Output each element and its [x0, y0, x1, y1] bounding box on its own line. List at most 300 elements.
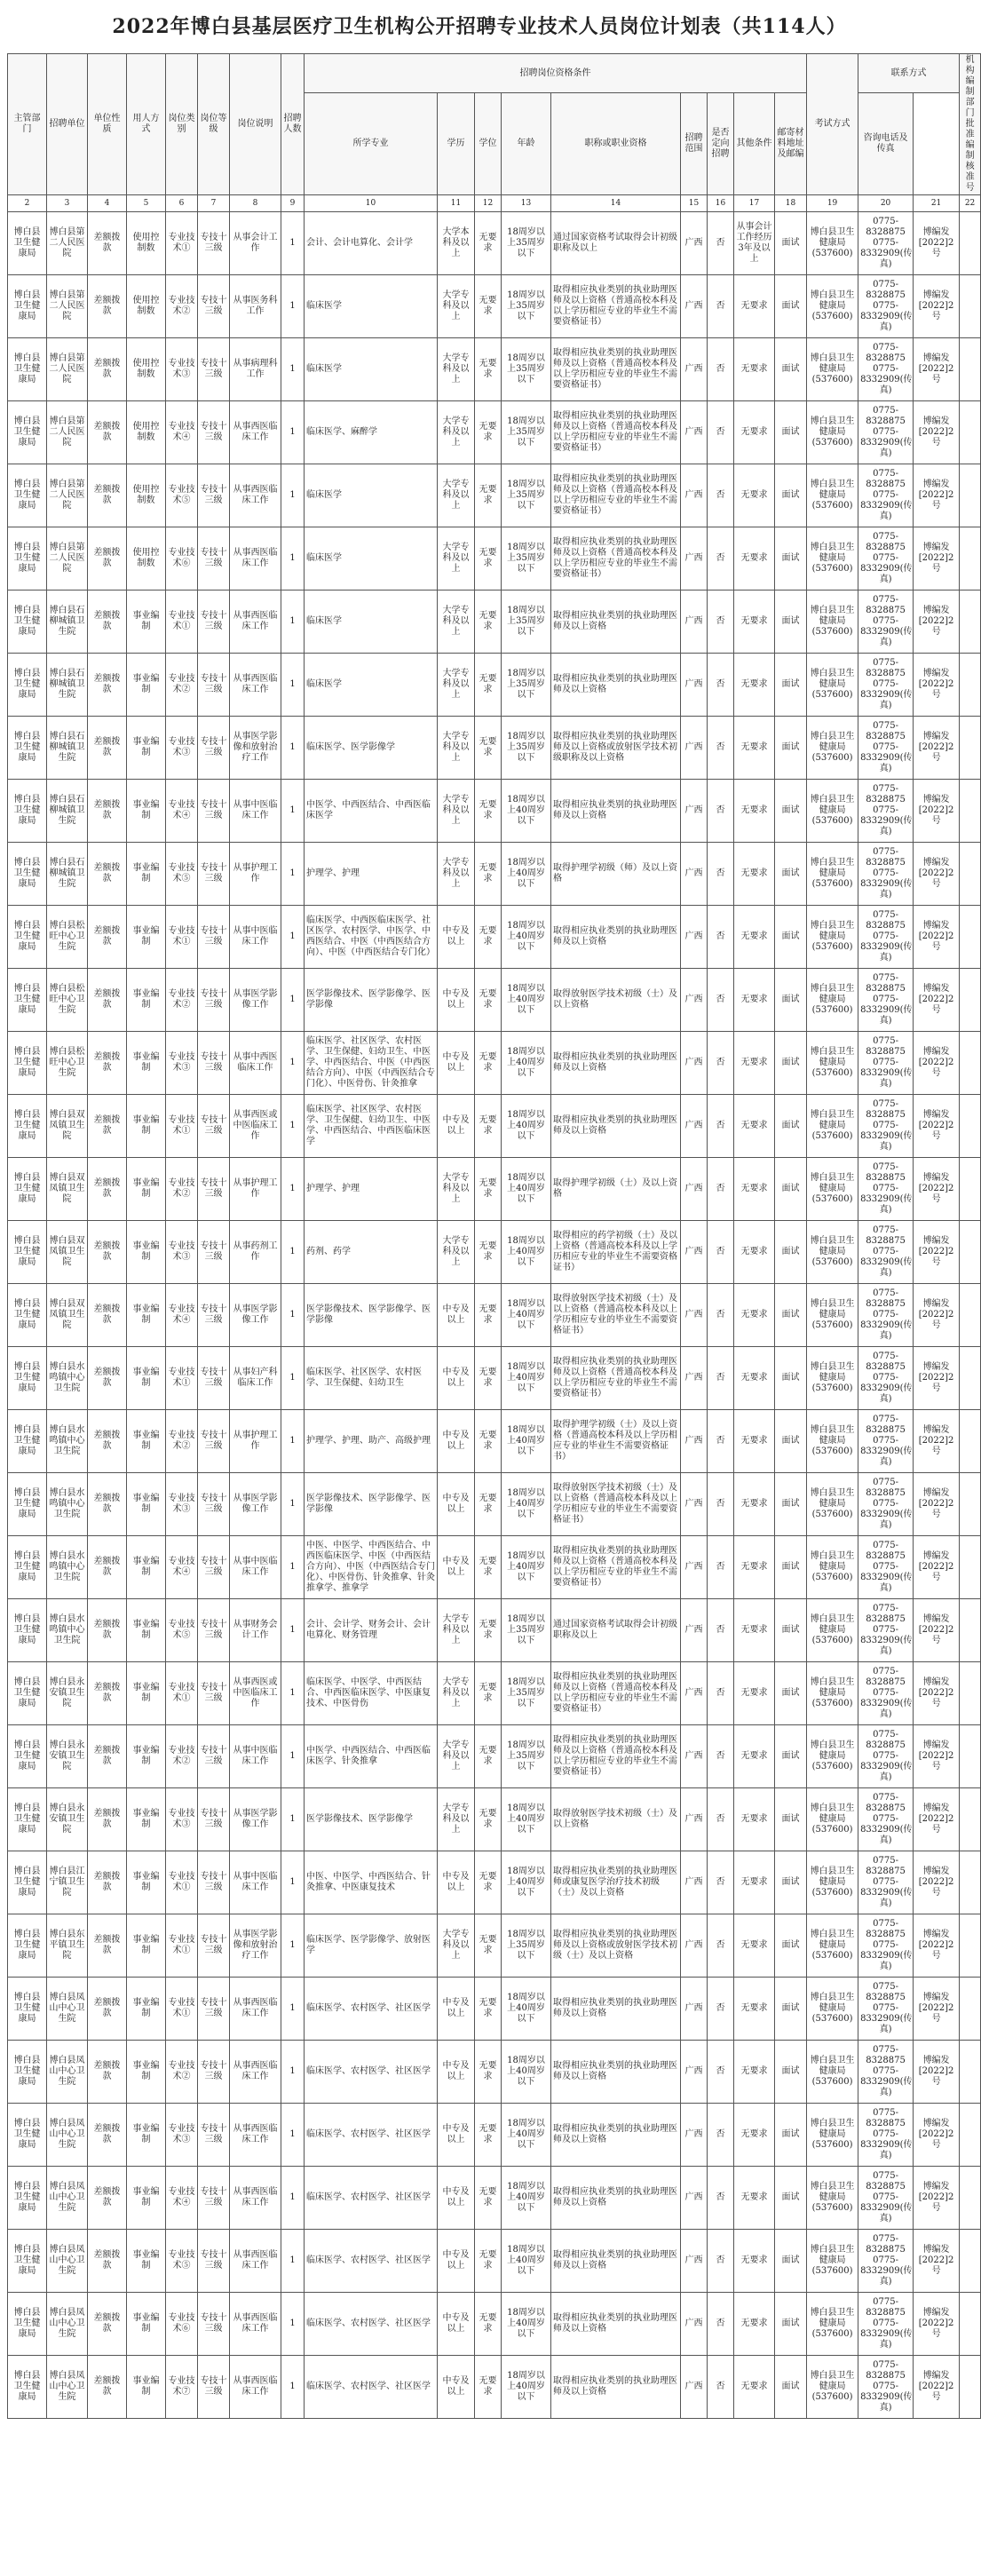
column-number: 12 — [475, 195, 502, 212]
cell-phone: 0775-8328875 0775-8332909(传真) — [858, 401, 914, 464]
cell-exam-method: 面试 — [775, 1284, 807, 1347]
cell-targeted: 否 — [708, 1788, 734, 1851]
cell-other: 无要求 — [734, 1851, 775, 1914]
cell-mailing-address: 博白县卫生健康局(537600) — [807, 338, 858, 401]
cell-post-description: 从事医学影像工作 — [230, 1788, 281, 1851]
column-number-row — [8, 195, 981, 212]
cell-remarks — [960, 2041, 981, 2104]
cell-targeted: 否 — [708, 2356, 734, 2419]
cell-unit-nature: 差额拨款 — [88, 1788, 127, 1851]
cell-employment: 事业编制 — [127, 1725, 166, 1788]
cell-unit-nature: 差额拨款 — [88, 1158, 127, 1221]
cell-employment: 事业编制 — [127, 780, 166, 843]
cell-age: 18周岁以上40周岁以下 — [502, 2293, 551, 2356]
cell-department: 博白县卫生健康局 — [8, 2167, 47, 2230]
cell-department: 博白县卫生健康局 — [8, 1284, 47, 1347]
cell-scope: 广西 — [681, 1914, 708, 1978]
cell-unit: 博白县石柳城镇卫生院 — [47, 843, 88, 906]
cell-degree: 无要求 — [475, 780, 502, 843]
cell-headcount: 1 — [281, 2104, 305, 2167]
cell-headcount: 1 — [281, 906, 305, 969]
cell-education: 中专及以上 — [438, 969, 475, 1032]
cell-post-description: 从事中西医临床工作 — [230, 1032, 281, 1095]
cell-exam-method: 面试 — [775, 1221, 807, 1284]
cell-major: 临床医学、农村医学、社区医学 — [305, 1978, 438, 2041]
cell-department: 博白县卫生健康局 — [8, 212, 47, 275]
cell-exam-method: 面试 — [775, 1410, 807, 1473]
cell-age: 18周岁以上35周岁以下 — [502, 717, 551, 780]
cell-headcount: 1 — [281, 1347, 305, 1410]
cell-mailing-address: 博白县卫生健康局(537600) — [807, 1032, 858, 1095]
cell-targeted: 否 — [708, 2041, 734, 2104]
cell-approval-number: 博编发[2022]2号 — [914, 2041, 960, 2104]
cell-mailing-address: 博白县卫生健康局(537600) — [807, 527, 858, 590]
cell-headcount: 1 — [281, 1221, 305, 1284]
cell-employment: 使用控制数 — [127, 338, 166, 401]
cell-mailing-address: 博白县卫生健康局(537600) — [807, 2167, 858, 2230]
cell-exam-method: 面试 — [775, 2293, 807, 2356]
cell-department: 博白县卫生健康局 — [8, 1347, 47, 1410]
cell-unit: 博白县松旺中心卫生院 — [47, 969, 88, 1032]
cell-scope: 广西 — [681, 1473, 708, 1536]
cell-phone: 0775-8328875 0775-8332909(传真) — [858, 2104, 914, 2167]
cell-unit: 博白县凤山中心卫生院 — [47, 2293, 88, 2356]
cell-post-level: 专技十三级 — [198, 1284, 230, 1347]
cell-targeted: 否 — [708, 906, 734, 969]
column-number: 7 — [198, 195, 230, 212]
cell-post-description: 从事西医或中医临床工作 — [230, 1662, 281, 1725]
cell-post-category: 专业技术② — [166, 1410, 198, 1473]
header-scope: 招聘范围 — [681, 93, 708, 195]
cell-age: 18周岁以上35周岁以下 — [502, 464, 551, 527]
table-row — [8, 1095, 981, 1158]
cell-major: 临床医学、医学影像学、放射医学 — [305, 1914, 438, 1978]
cell-mailing-address: 博白县卫生健康局(537600) — [807, 1158, 858, 1221]
cell-post-description: 从事西医临床工作 — [230, 2167, 281, 2230]
cell-post-category: 专业技术① — [166, 1662, 198, 1725]
cell-employment: 使用控制数 — [127, 401, 166, 464]
cell-unit: 博白县凤山中心卫生院 — [47, 2104, 88, 2167]
cell-unit: 博白县江宁镇卫生院 — [47, 1851, 88, 1914]
cell-employment: 事业编制 — [127, 1788, 166, 1851]
cell-targeted: 否 — [708, 780, 734, 843]
cell-education: 中专及以上 — [438, 2293, 475, 2356]
cell-headcount: 1 — [281, 2356, 305, 2419]
cell-targeted: 否 — [708, 1725, 734, 1788]
cell-mailing-address: 博白县卫生健康局(537600) — [807, 906, 858, 969]
cell-scope: 广西 — [681, 1032, 708, 1095]
cell-other: 无要求 — [734, 1221, 775, 1284]
cell-other: 无要求 — [734, 1095, 775, 1158]
cell-remarks — [960, 2230, 981, 2293]
cell-phone: 0775-8328875 0775-8332909(传真) — [858, 1662, 914, 1725]
cell-qualification: 取得相应执业类别的执业助理医师及以上资格（普通高校本科及以上学历相应专业的毕业生不需要资格证书） — [551, 1725, 681, 1788]
cell-scope: 广西 — [681, 906, 708, 969]
cell-major: 临床医学、社区医学、农村医学、卫生保健、妇幼卫生 — [305, 1347, 438, 1410]
cell-post-category: 专业技术⑤ — [166, 1599, 198, 1662]
cell-other: 无要求 — [734, 2230, 775, 2293]
cell-qualification: 取得相应执业类别的执业助理医师及以上资格或放射医学技术初级（士）及以上资格 — [551, 1914, 681, 1978]
cell-unit-nature: 差额拨款 — [88, 1978, 127, 2041]
cell-approval-number: 博编发[2022]2号 — [914, 464, 960, 527]
cell-exam-method: 面试 — [775, 275, 807, 338]
cell-post-level: 专技十三级 — [198, 1914, 230, 1978]
cell-qualification: 取得相应执业类别的执业助理医师及以上资格 — [551, 780, 681, 843]
cell-qualification: 取得相应执业类别的执业助理医师及以上资格 — [551, 1032, 681, 1095]
cell-post-category: 专业技术⑥ — [166, 2293, 198, 2356]
cell-employment: 事业编制 — [127, 1284, 166, 1347]
cell-education: 大学专科及以上 — [438, 1914, 475, 1978]
cell-exam-method: 面试 — [775, 1599, 807, 1662]
cell-mailing-address: 博白县卫生健康局(537600) — [807, 1536, 858, 1599]
cell-employment: 事业编制 — [127, 2356, 166, 2419]
cell-remarks — [960, 1221, 981, 1284]
cell-unit: 博白县水鸣镇中心卫生院 — [47, 1599, 88, 1662]
cell-phone: 0775-8328875 0775-8332909(传真) — [858, 1725, 914, 1788]
cell-age: 18周岁以上35周岁以下 — [502, 1599, 551, 1662]
cell-unit-nature: 差额拨款 — [88, 1410, 127, 1473]
cell-phone: 0775-8328875 0775-8332909(传真) — [858, 1473, 914, 1536]
cell-approval-number: 博编发[2022]2号 — [914, 338, 960, 401]
column-number: 19 — [807, 195, 858, 212]
table-row — [8, 1599, 981, 1662]
cell-qualification: 取得护理学初级（士）及以上资格（普通高校本科及以上学历相应专业的毕业生不需要资格证书） — [551, 1410, 681, 1473]
cell-post-description: 从事护理工作 — [230, 1410, 281, 1473]
cell-targeted: 否 — [708, 1284, 734, 1347]
table-row — [8, 1284, 981, 1347]
cell-remarks — [960, 2104, 981, 2167]
cell-targeted: 否 — [708, 590, 734, 654]
cell-post-category: 专业技术④ — [166, 1536, 198, 1599]
cell-qualification: 取得放射医学技术初级（士）及以上资格 — [551, 1788, 681, 1851]
table-row — [8, 654, 981, 717]
column-number: 13 — [502, 195, 551, 212]
cell-unit-nature: 差额拨款 — [88, 654, 127, 717]
cell-education: 中专及以上 — [438, 2104, 475, 2167]
cell-department: 博白县卫生健康局 — [8, 2356, 47, 2419]
cell-targeted: 否 — [708, 2104, 734, 2167]
cell-education: 大学专科及以上 — [438, 1599, 475, 1662]
cell-age: 18周岁以上35周岁以下 — [502, 275, 551, 338]
cell-education: 大学本科及以上 — [438, 212, 475, 275]
cell-scope: 广西 — [681, 2230, 708, 2293]
cell-scope: 广西 — [681, 212, 708, 275]
cell-unit-nature: 差额拨款 — [88, 2230, 127, 2293]
table-row — [8, 1978, 981, 2041]
header-group-contact: 联系方式 — [858, 54, 960, 93]
header-age: 年龄 — [502, 93, 551, 195]
cell-post-level: 专技十三级 — [198, 1347, 230, 1410]
table-row — [8, 1410, 981, 1473]
cell-age: 18周岁以上40周岁以下 — [502, 2356, 551, 2419]
cell-scope: 广西 — [681, 717, 708, 780]
cell-unit-nature: 差额拨款 — [88, 212, 127, 275]
cell-post-level: 专技十三级 — [198, 1788, 230, 1851]
cell-post-category: 专业技术⑤ — [166, 843, 198, 906]
cell-post-description: 从事西医临床工作 — [230, 1978, 281, 2041]
cell-headcount: 1 — [281, 275, 305, 338]
cell-unit-nature: 差额拨款 — [88, 1347, 127, 1410]
cell-post-level: 专技十三级 — [198, 1473, 230, 1536]
cell-targeted: 否 — [708, 527, 734, 590]
cell-post-description: 从事西医临床工作 — [230, 2230, 281, 2293]
cell-targeted: 否 — [708, 1221, 734, 1284]
cell-age: 18周岁以上40周岁以下 — [502, 1473, 551, 1536]
cell-unit: 博白县石柳城镇卫生院 — [47, 654, 88, 717]
cell-education: 大学专科及以上 — [438, 843, 475, 906]
cell-scope: 广西 — [681, 275, 708, 338]
cell-unit: 博白县凤山中心卫生院 — [47, 2230, 88, 2293]
cell-approval-number: 博编发[2022]2号 — [914, 1914, 960, 1978]
cell-scope: 广西 — [681, 1221, 708, 1284]
cell-post-description: 从事妇产科临床工作 — [230, 1347, 281, 1410]
cell-mailing-address: 博白县卫生健康局(537600) — [807, 969, 858, 1032]
cell-unit-nature: 差额拨款 — [88, 401, 127, 464]
cell-post-level: 专技十三级 — [198, 1978, 230, 2041]
cell-exam-method: 面试 — [775, 2041, 807, 2104]
cell-post-level: 专技十三级 — [198, 338, 230, 401]
cell-headcount: 1 — [281, 1851, 305, 1914]
cell-approval-number: 博编发[2022]2号 — [914, 527, 960, 590]
header-headcount: 招聘人数 — [281, 54, 305, 195]
cell-approval-number: 博编发[2022]2号 — [914, 2293, 960, 2356]
cell-approval-number: 博编发[2022]2号 — [914, 906, 960, 969]
table-row — [8, 2167, 981, 2230]
cell-post-level: 专技十三级 — [198, 212, 230, 275]
cell-mailing-address: 博白县卫生健康局(537600) — [807, 1914, 858, 1978]
cell-unit: 博白县第二人民医院 — [47, 464, 88, 527]
cell-employment: 事业编制 — [127, 843, 166, 906]
cell-education: 大学专科及以上 — [438, 1662, 475, 1725]
cell-mailing-address: 博白县卫生健康局(537600) — [807, 2356, 858, 2419]
table-row — [8, 1662, 981, 1725]
cell-approval-number: 博编发[2022]2号 — [914, 1536, 960, 1599]
cell-remarks — [960, 1662, 981, 1725]
cell-major: 临床医学、农村医学、社区医学 — [305, 2104, 438, 2167]
cell-employment: 事业编制 — [127, 2041, 166, 2104]
cell-education: 大学专科及以上 — [438, 464, 475, 527]
cell-post-level: 专技十三级 — [198, 464, 230, 527]
cell-unit: 博白县凤山中心卫生院 — [47, 2167, 88, 2230]
cell-age: 18周岁以上40周岁以下 — [502, 969, 551, 1032]
cell-post-level: 专技十三级 — [198, 275, 230, 338]
cell-department: 博白县卫生健康局 — [8, 1978, 47, 2041]
cell-headcount: 1 — [281, 969, 305, 1032]
table-row — [8, 1158, 981, 1221]
cell-degree: 无要求 — [475, 1347, 502, 1410]
cell-targeted: 否 — [708, 1978, 734, 2041]
cell-unit-nature: 差额拨款 — [88, 464, 127, 527]
cell-post-description: 从事西医临床工作 — [230, 401, 281, 464]
column-number: 8 — [230, 195, 281, 212]
cell-remarks — [960, 1284, 981, 1347]
cell-mailing-address: 博白县卫生健康局(537600) — [807, 1095, 858, 1158]
cell-degree: 无要求 — [475, 2356, 502, 2419]
cell-post-category: 专业技术② — [166, 275, 198, 338]
cell-department: 博白县卫生健康局 — [8, 2041, 47, 2104]
cell-post-category: 专业技术⑤ — [166, 464, 198, 527]
cell-headcount: 1 — [281, 527, 305, 590]
cell-department: 博白县卫生健康局 — [8, 1032, 47, 1095]
cell-post-level: 专技十三级 — [198, 1662, 230, 1725]
cell-exam-method: 面试 — [775, 1158, 807, 1221]
cell-employment: 事业编制 — [127, 654, 166, 717]
cell-exam-method: 面试 — [775, 464, 807, 527]
cell-approval-number: 博编发[2022]2号 — [914, 1851, 960, 1914]
header-qualification: 职称或职业资格 — [551, 93, 681, 195]
cell-mailing-address: 博白县卫生健康局(537600) — [807, 212, 858, 275]
cell-department: 博白县卫生健康局 — [8, 401, 47, 464]
cell-post-description: 从事医学影像工作 — [230, 1473, 281, 1536]
cell-approval-number: 博编发[2022]2号 — [914, 1978, 960, 2041]
cell-qualification: 取得相应的药学初级（士）及以上资格（普通高校本科及以上学历相应专业的毕业生不需要资格证书） — [551, 1221, 681, 1284]
cell-exam-method: 面试 — [775, 1032, 807, 1095]
cell-post-category: 专业技术④ — [166, 780, 198, 843]
cell-scope: 广西 — [681, 527, 708, 590]
cell-post-category: 专业技术② — [166, 969, 198, 1032]
cell-qualification: 取得放射医学技术初级（士）及以上资格 — [551, 969, 681, 1032]
cell-remarks — [960, 654, 981, 717]
cell-remarks — [960, 1032, 981, 1095]
header-degree: 学位 — [475, 93, 502, 195]
cell-post-category: 专业技术② — [166, 654, 198, 717]
cell-major: 中医学、中西医结合、中西医临床医学、针灸推拿 — [305, 1725, 438, 1788]
cell-post-category: 专业技术④ — [166, 2167, 198, 2230]
cell-qualification: 取得相应执业类别的执业助理医师及以上资格 — [551, 654, 681, 717]
cell-employment: 事业编制 — [127, 590, 166, 654]
table-row — [8, 1473, 981, 1536]
cell-other: 无要求 — [734, 1725, 775, 1788]
cell-post-category: 专业技术① — [166, 212, 198, 275]
cell-approval-number: 博编发[2022]2号 — [914, 1221, 960, 1284]
cell-other: 无要求 — [734, 401, 775, 464]
cell-post-level: 专技十三级 — [198, 2104, 230, 2167]
cell-remarks — [960, 1978, 981, 2041]
cell-degree: 无要求 — [475, 1221, 502, 1284]
cell-unit-nature: 差额拨款 — [88, 1851, 127, 1914]
cell-qualification: 取得相应执业类别的执业助理医师及以上资格（普通高校本科及以上学历相应专业的毕业生不需要资格证书） — [551, 527, 681, 590]
cell-headcount: 1 — [281, 1725, 305, 1788]
cell-major: 临床医学 — [305, 527, 438, 590]
cell-degree: 无要求 — [475, 1536, 502, 1599]
cell-scope: 广西 — [681, 780, 708, 843]
cell-post-description: 从事医学影像和放射治疗工作 — [230, 1914, 281, 1978]
cell-age: 18周岁以上40周岁以下 — [502, 1221, 551, 1284]
cell-qualification: 取得护理学初级（师）及以上资格 — [551, 843, 681, 906]
cell-education: 大学专科及以上 — [438, 1221, 475, 1284]
cell-scope: 广西 — [681, 338, 708, 401]
cell-degree: 无要求 — [475, 906, 502, 969]
cell-qualification: 取得相应执业类别的执业助理医师及以上资格（普通高校本科及以上学历相应专业的毕业生不需要资格证书） — [551, 275, 681, 338]
cell-qualification: 取得相应执业类别的执业助理医师及以上资格（普通高校本科及以上学历相应专业的毕业生不需要资格证书） — [551, 1347, 681, 1410]
cell-post-description: 从事护理工作 — [230, 1158, 281, 1221]
cell-post-description: 从事中医临床工作 — [230, 1725, 281, 1788]
cell-major: 护理学、护理 — [305, 1158, 438, 1221]
table-row — [8, 212, 981, 275]
cell-other: 无要求 — [734, 1536, 775, 1599]
cell-unit: 博白县第二人民医院 — [47, 212, 88, 275]
cell-education: 大学专科及以上 — [438, 590, 475, 654]
cell-major: 临床医学、农村医学、社区医学 — [305, 2230, 438, 2293]
cell-mailing-address: 博白县卫生健康局(537600) — [807, 590, 858, 654]
cell-education: 中专及以上 — [438, 1978, 475, 2041]
cell-headcount: 1 — [281, 1284, 305, 1347]
cell-post-category: 专业技术③ — [166, 2104, 198, 2167]
cell-unit-nature: 差额拨款 — [88, 906, 127, 969]
cell-post-level: 专技十三级 — [198, 527, 230, 590]
cell-post-category: 专业技术⑤ — [166, 2230, 198, 2293]
cell-exam-method: 面试 — [775, 1662, 807, 1725]
table-row — [8, 1851, 981, 1914]
cell-post-description: 从事西医临床工作 — [230, 2104, 281, 2167]
cell-targeted: 否 — [708, 969, 734, 1032]
cell-age: 18周岁以上35周岁以下 — [502, 401, 551, 464]
cell-education: 中专及以上 — [438, 1851, 475, 1914]
cell-other: 无要求 — [734, 590, 775, 654]
cell-major: 医学影像技术、医学影像学、医学影像 — [305, 1284, 438, 1347]
cell-approval-number: 博编发[2022]2号 — [914, 1158, 960, 1221]
header-phone: 咨询电话及传真 — [858, 93, 914, 195]
cell-qualification: 取得相应执业类别的执业助理医师及以上资格 — [551, 2041, 681, 2104]
cell-headcount: 1 — [281, 2293, 305, 2356]
cell-targeted: 否 — [708, 212, 734, 275]
cell-major: 临床医学、社区医学、农村医学、卫生保健、妇幼卫生、中医学、中西医结合、中西医临床医学 — [305, 1095, 438, 1158]
cell-age: 18周岁以上40周岁以下 — [502, 1095, 551, 1158]
cell-targeted: 否 — [708, 1473, 734, 1536]
cell-employment: 事业编制 — [127, 1347, 166, 1410]
table-row — [8, 2230, 981, 2293]
table-row — [8, 843, 981, 906]
cell-mailing-address: 博白县卫生健康局(537600) — [807, 401, 858, 464]
cell-post-level: 专技十三级 — [198, 1536, 230, 1599]
cell-unit-nature: 差额拨款 — [88, 1536, 127, 1599]
cell-exam-method: 面试 — [775, 590, 807, 654]
cell-exam-method: 面试 — [775, 1536, 807, 1599]
cell-phone: 0775-8328875 0775-8332909(传真) — [858, 843, 914, 906]
cell-phone: 0775-8328875 0775-8332909(传真) — [858, 1410, 914, 1473]
cell-exam-method: 面试 — [775, 969, 807, 1032]
cell-unit: 博白县水鸣镇中心卫生院 — [47, 1473, 88, 1536]
cell-phone: 0775-8328875 0775-8332909(传真) — [858, 527, 914, 590]
cell-scope: 广西 — [681, 1410, 708, 1473]
cell-education: 中专及以上 — [438, 2230, 475, 2293]
cell-degree: 无要求 — [475, 275, 502, 338]
table-row — [8, 464, 981, 527]
cell-education: 大学专科及以上 — [438, 401, 475, 464]
cell-education: 中专及以上 — [438, 2356, 475, 2419]
cell-employment: 使用控制数 — [127, 464, 166, 527]
column-number: 6 — [166, 195, 198, 212]
cell-other: 无要求 — [734, 338, 775, 401]
cell-other: 从事会计工作经历3年及以上 — [734, 212, 775, 275]
cell-targeted: 否 — [708, 401, 734, 464]
cell-mailing-address: 博白县卫生健康局(537600) — [807, 1851, 858, 1914]
cell-unit: 博白县水鸣镇中心卫生院 — [47, 1410, 88, 1473]
cell-post-category: 专业技术① — [166, 1978, 198, 2041]
cell-targeted: 否 — [708, 1599, 734, 1662]
cell-mailing-address: 博白县卫生健康局(537600) — [807, 464, 858, 527]
cell-degree: 无要求 — [475, 1978, 502, 2041]
cell-qualification: 通过国家资格考试取得会计初级职称及以上 — [551, 1599, 681, 1662]
table-row — [8, 1914, 981, 1978]
cell-post-description: 从事中医临床工作 — [230, 906, 281, 969]
cell-exam-method: 面试 — [775, 2104, 807, 2167]
cell-unit-nature: 差额拨款 — [88, 2356, 127, 2419]
cell-targeted: 否 — [708, 275, 734, 338]
cell-post-category: 专业技术④ — [166, 401, 198, 464]
cell-qualification: 取得护理学初级（士）及以上资格 — [551, 1158, 681, 1221]
cell-headcount: 1 — [281, 2230, 305, 2293]
